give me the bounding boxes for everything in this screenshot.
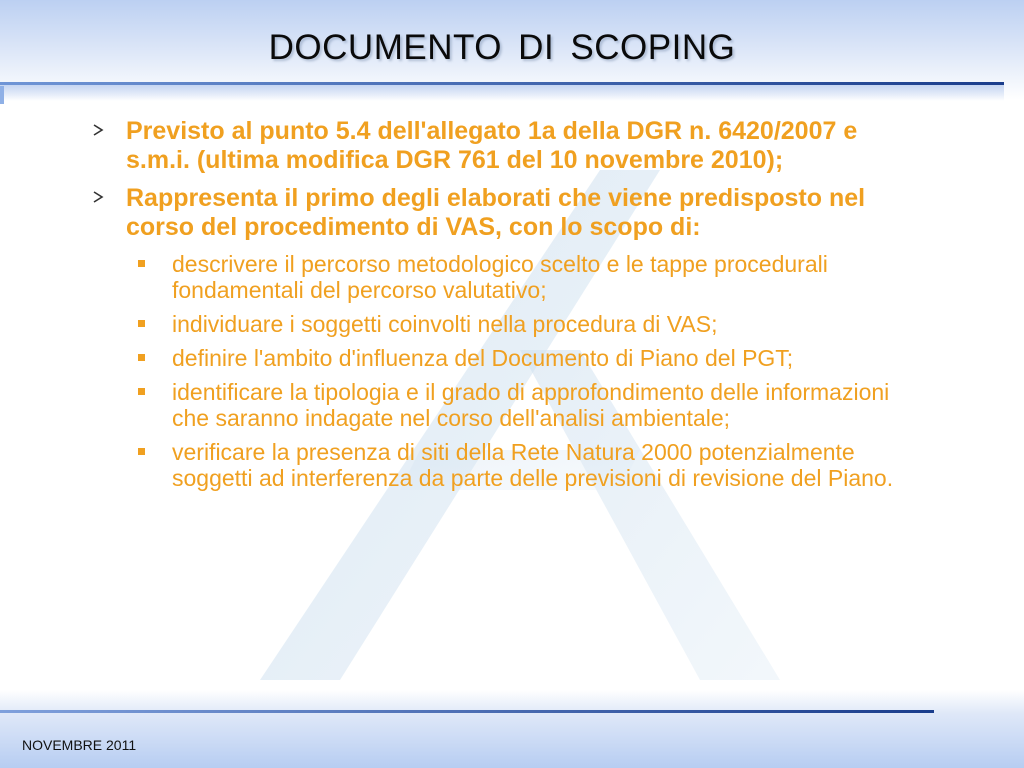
square-bullet-icon: [138, 320, 145, 327]
sub-item: [138, 345, 922, 371]
sub-item-text: descrivere il percorso metodologico scelto e le tappe procedurali fondamentali del percorso valutativo;: [172, 251, 828, 303]
footer-band: [0, 690, 1024, 768]
square-bullet-icon: [138, 260, 145, 267]
sub-item: [138, 311, 922, 337]
bullet-item: [92, 184, 922, 242]
square-bullet-icon: [138, 354, 145, 361]
sub-item-text: verificare la presenza di siti della Rete Natura 2000 potenzialmente soggetti ad interferenza da parte delle previsioni di revisione del Piano.: [172, 439, 894, 491]
sub-item: [138, 379, 922, 431]
sub-item: [138, 251, 922, 303]
footer-rule: [0, 710, 934, 713]
header-shadow: [0, 85, 1004, 101]
arrow-bullet-icon: [92, 190, 106, 204]
sub-list: [138, 251, 922, 491]
slide-content: [92, 117, 922, 499]
square-bullet-icon: [138, 448, 145, 455]
footer-date: NOVEMBRE 2011: [22, 737, 137, 753]
bullet-text: Previsto al punto 5.4 dell'allegato 1a della DGR n. 6420/2007 e s.m.i. (ultima modifica DGR 761 del 10 novembre 2010);: [126, 117, 858, 174]
bullet-item: [92, 117, 922, 175]
sub-item: [138, 439, 922, 491]
bullet-text: Rappresenta il primo degli elaborati che viene predisposto nel corso del procedimento di VAS, con lo scopo di:: [126, 184, 866, 241]
sub-item-text: identificare la tipologia e il grado di approfondimento delle informazioni che saranno indagate nel corso dell'analisi ambientale;: [172, 379, 890, 431]
arrow-bullet-icon: [92, 123, 106, 137]
slide-title: DOCUMENTO DI SCOPING: [268, 28, 736, 67]
sub-item-text: definire l'ambito d'influenza del Documento di Piano del PGT;: [172, 345, 794, 371]
square-bullet-icon: [138, 388, 145, 395]
sub-item-text: individuare i soggetti coinvolti nella procedura di VAS;: [172, 311, 718, 337]
left-accent: [0, 86, 4, 104]
